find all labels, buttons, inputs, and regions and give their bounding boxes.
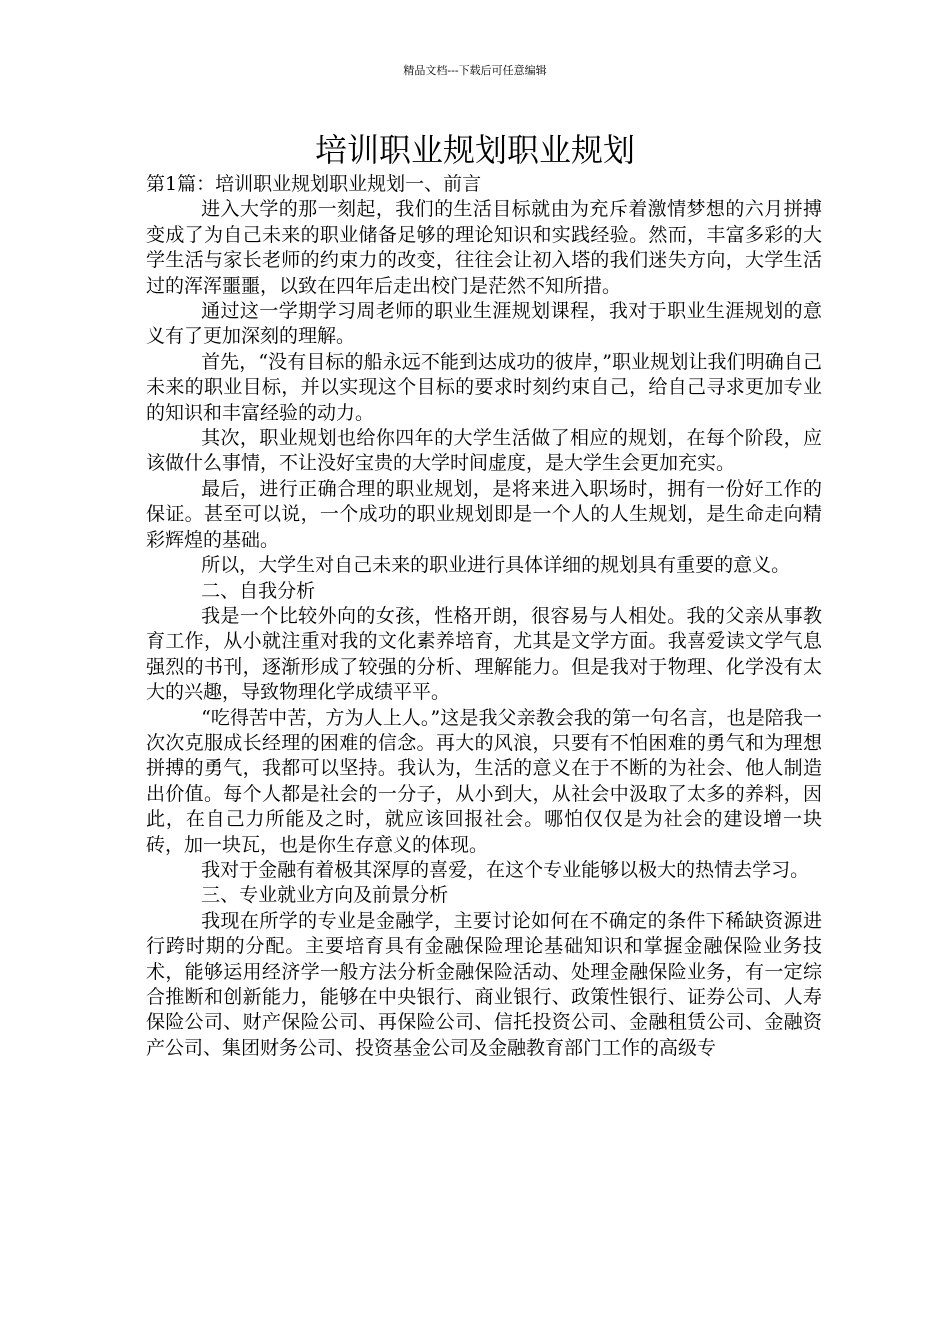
page-header: 精品文档---下载后可任意编辑 — [403, 64, 547, 77]
paragraph: 我是一个比较外向的女孩，性格开朗，很容易与人相处。我的父亲从事教育工作，从小就注重对我的文化素养培育，尤其是文学方面。我喜爱读文学气息强烈的书刊，逐渐形成了较强的分析、理解能力。但是我对于物理、化学没有太大的兴趣，导致物理化学成绩平平。 — [146, 604, 822, 704]
paragraph: 通过这一学期学习周老师的职业生涯规划课程，我对于职业生涯规划的意义有了更加深刻的理解。 — [146, 300, 822, 348]
section-heading-intro: 第1篇：培训职业规划职业规划一、前言 — [146, 173, 482, 195]
paragraph: “吃得苦中苦，方为人上人。”这是我父亲教会我的第一句名言，也是陪我一次次克服成长经理的困难的信念。再大的风浪，只要有不怕困难的勇气和为理想拼搏的勇气，我都可以坚持。我认为，生活的意义在于不断的为社会、他人制造出价值。每个人都是社会的一分子，从小到大，从社会中汲取了太多的养料，因此，在自己力所能及之时，就应该回报社会。哪怕仅仅是为社会的建设增一块砖，加一块瓦，也是你生存意义的体现。 — [146, 706, 822, 856]
document-title: 培训职业规划职业规划 — [314, 131, 635, 169]
section-heading-self-analysis: 二、自我分析 — [201, 579, 316, 602]
paragraph: 我对于金融有着极其深厚的喜爱，在这个专业能够以极大的热情去学习。 — [201, 858, 810, 881]
paragraph: 其次，职业规划也给你四年的大学生活做了相应的规划，在每个阶段，应该做什么事情，不让没好宝贵的大学时间虚度，是大学生会更加充实。 — [146, 427, 822, 475]
paragraph: 最后，进行正确合理的职业规划，是将来进入职场时，拥有一份好工作的保证。甚至可以说，一个成功的职业规划即是一个人的人生规划，是生命走向精彩辉煌的基础。 — [146, 477, 822, 551]
paragraph: 所以，大学生对自己未来的职业进行具体详细的规划具有重要的意义。 — [201, 554, 791, 577]
section-heading-career-outlook: 三、专业就业方向及前景分析 — [201, 884, 449, 907]
paragraph: 我现在所学的专业是金融学，主要讨论如何在不确定的条件下稀缺资源进行跨时期的分配。主要培育具有金融保险理论基础知识和掌握金融保险业务技术，能够运用经济学一般方法分析金融保险活动、处理金融保险业务，有一定综合推断和创新能力，能够在中央银行、商业银行、政策性银行、证券公司、人寿保险公司、财产保险公司、再保险公司、信托投资公司、金融租赁公司、金融资产公司、集团财务公司、投资基金公司及金融教育部门工作的高级专 — [146, 909, 822, 1059]
paragraph: 首先，“没有目标的船永远不能到达成功的彼岸，”职业规划让我们明确自己未来的职业目标，并以实现这个目标的要求时刻约束自己，给自己寻求更加专业的知识和丰富经验的动力。 — [146, 350, 822, 424]
document-body — [146, 172, 822, 1061]
paragraph: 进入大学的那一刻起，我们的生活目标就由为充斥着激情梦想的六月拼搏变成了为自己未来的职业储备足够的理论知识和实践经验。然而，丰富多彩的大学生活与家长老师的约束力的改变，往往会让初入塔的我们迷失方向，大学生活过的浑浑噩噩，以致在四年后走出校门是茫然不知所措。 — [146, 198, 822, 297]
